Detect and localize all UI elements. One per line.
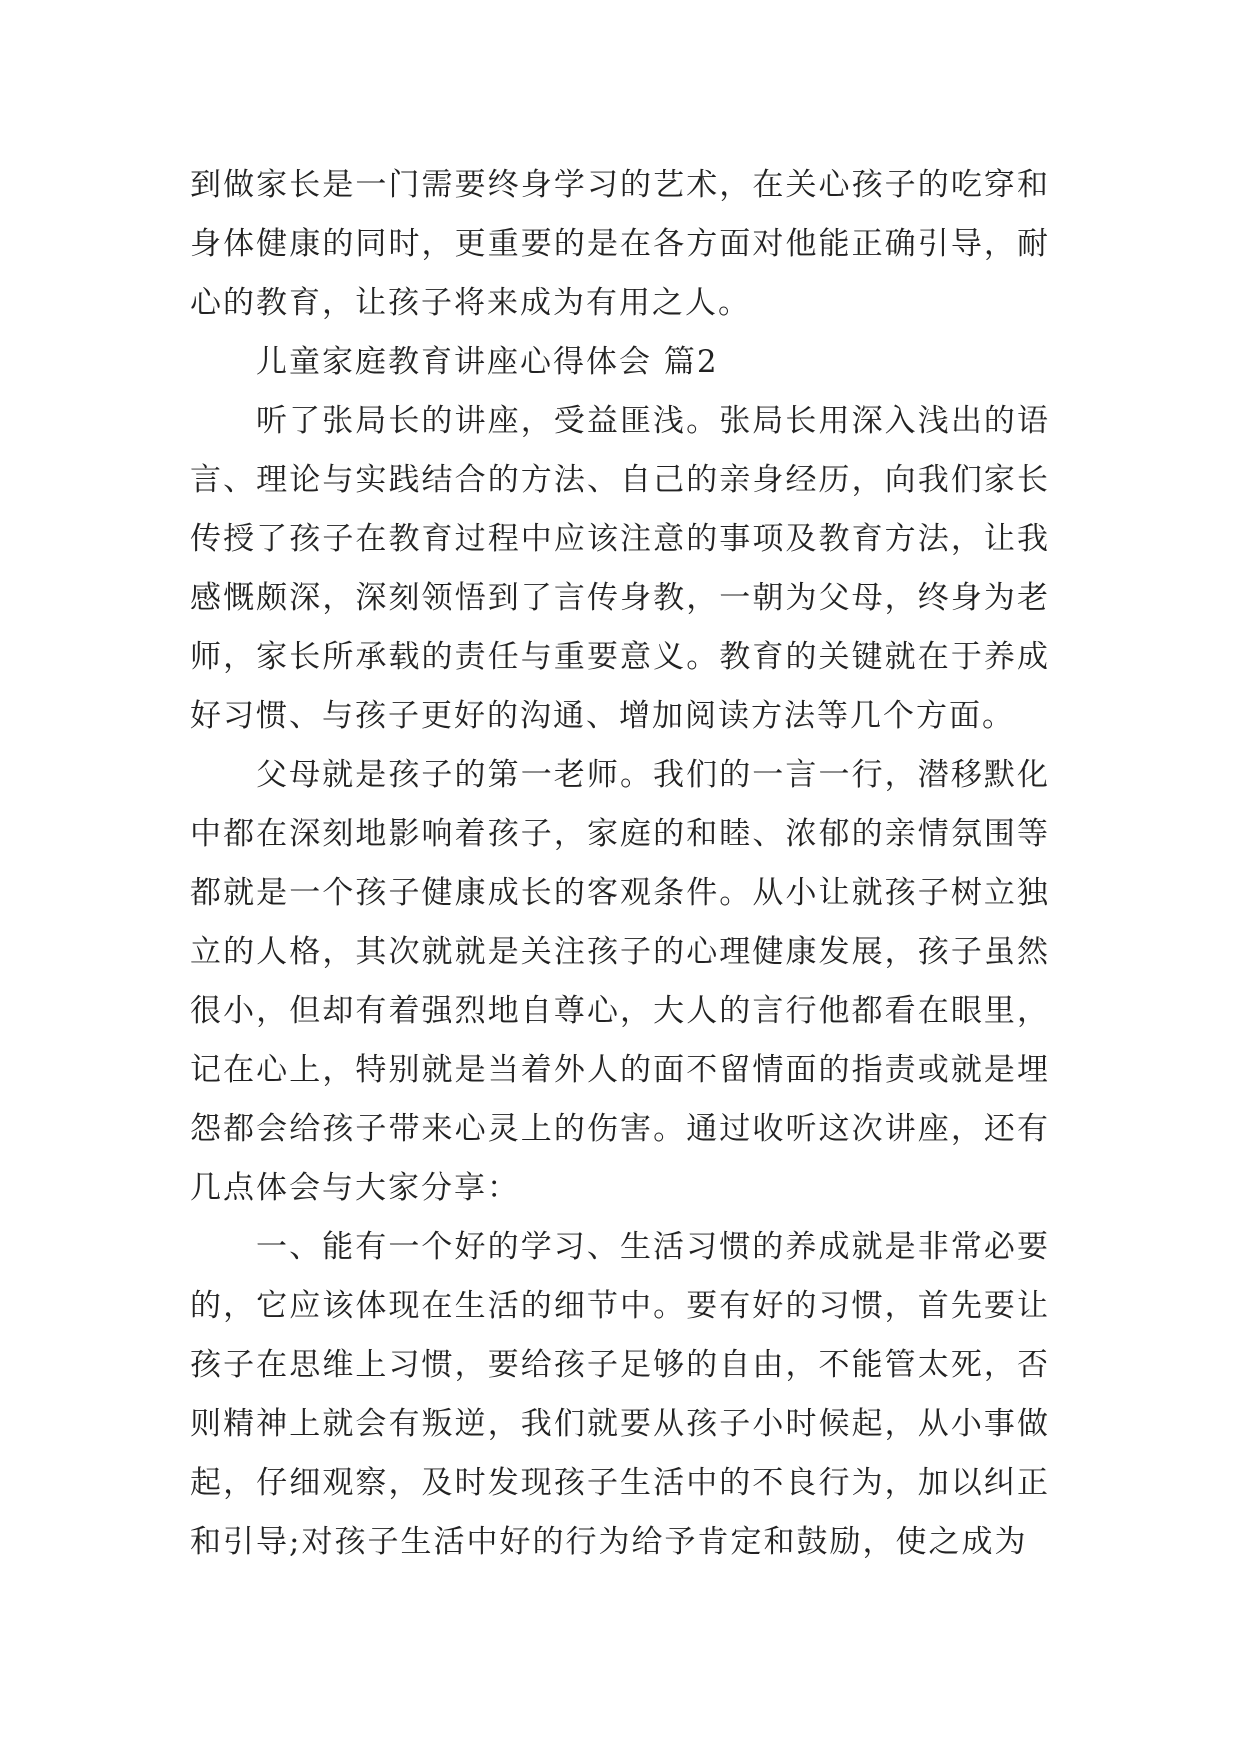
document-body <box>190 156 1050 1572</box>
section-heading: 儿童家庭教育讲座心得体会 篇2 <box>256 344 719 380</box>
paragraph-continuation: 到做家长是一门需要终身学习的艺术，在关心孩子的吃穿和身体健康的同时，更重要的是在各方面对他能正确引导，耐心的教育，让孩子将来成为有用之人。 <box>190 167 1050 321</box>
paragraph-lecture-summary: 听了张局长的讲座，受益匪浅。张局长用深入浅出的语言、理论与实践结合的方法、自己的亲身经历，向我们家长传授了孩子在教育过程中应该注意的事项及教育方法，让我感慨颇深，深刻领悟到了言传身教，一朝为父母，终身为老师，家长所承载的责任与重要意义。教育的关键就在于养成好习惯、与孩子更好的沟通、增加阅读方法等几个方面。 <box>190 403 1050 734</box>
paragraph-point-one: 一、能有一个好的学习、生活习惯的养成就是非常必要的，它应该体现在生活的细节中。要有好的习惯，首先要让孩子在思维上习惯，要给孩子足够的自由，不能管太死，否则精神上就会有叛逆，我们就要从孩子小时候起，从小事做起，仔细观察，及时发现孩子生活中的不良行为，加以纠正和引导;对孩子生活中好的行为给予肯定和鼓励，使之成为 <box>190 1229 1050 1560</box>
paragraph-parents-role: 父母就是孩子的第一老师。我们的一言一行，潜移默化中都在深刻地影响着孩子，家庭的和睦、浓郁的亲情氛围等都就是一个孩子健康成长的客观条件。从小让就孩子树立独立的人格，其次就就是关注孩子的心理健康发展，孩子虽然很小，但却有着强烈地自尊心，大人的言行他都看在眼里，记在心上，特别就是当着外人的面不留情面的指责或就是埋怨都会给孩子带来心灵上的伤害。通过收听这次讲座，还有几点体会与大家分享： <box>190 757 1050 1206</box>
